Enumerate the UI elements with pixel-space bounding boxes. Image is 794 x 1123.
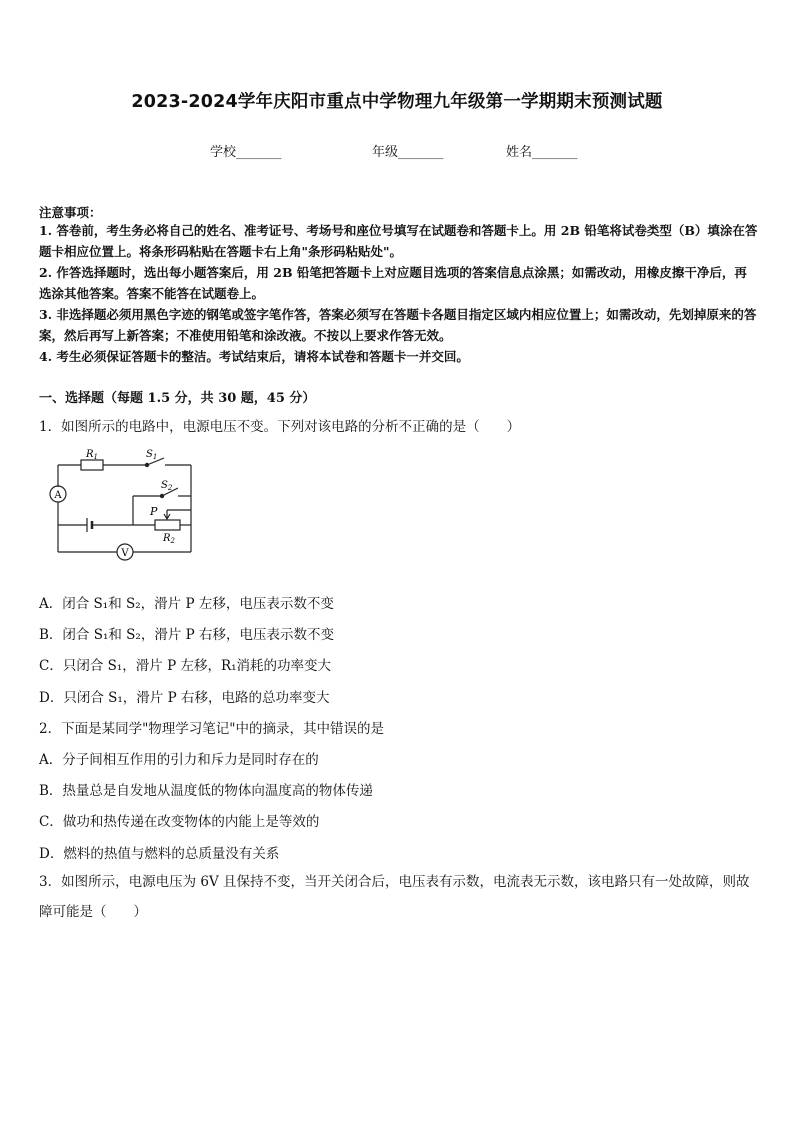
section-title: 一、选择题（每题 1.5 分，共 30 题，45 分） [39, 391, 316, 406]
question-2-option-b: B．热量总是自发地从温度低的物体向温度高的物体传递 [39, 783, 373, 799]
s2-subscript: 2 [167, 484, 173, 492]
notice-item-2: 2. 作答选择题时，选出每小题答案后，用 2B 铅笔把答题卡上对应题目选项的答案信息点涂黑；如需改动，用橡皮擦干净后，再选涂其他答案。答案不能答在试题卷上。 [39, 265, 747, 301]
svg-text:S1 [146, 449, 157, 461]
notice-item-3: 3. 非选择题必须用黑色字迹的钢笔或签字笔作答，答案必须写在答题卡各题目指定区域内相应位置上；如需改动，先划掉原来的答案，然后再写上新答案；不准使用铅笔和涂改液。不按以上要求作答无效。 [39, 307, 757, 343]
svg-text:S2 [161, 480, 173, 492]
page-title: 2023-2024学年庆阳市重点中学物理九年级第一学期期末预测试题 [131, 92, 663, 112]
question-2-stem: 2．下面是某同学"物理学习笔记"中的摘录，其中错误的是 [39, 721, 385, 737]
circuit-diagram [40, 444, 200, 569]
r2-label: R [163, 533, 171, 544]
question-1-option-b: B．闭合 S₁和 S₂，滑片 P 右移，电压表示数不变 [39, 627, 334, 643]
school-field: 学校_______ [210, 145, 282, 160]
notice-heading: 注意事项： [39, 205, 102, 220]
question-2-option-a: A．分子间相互作用的引力和斥力是同时存在的 [39, 752, 319, 768]
question-1-option-c: C．只闭合 S₁，滑片 P 左移，R₁消耗的功率变大 [39, 658, 332, 674]
slider-p-label: P [150, 505, 158, 518]
question-1-option-a: A．闭合 S₁和 S₂，滑片 P 左移，电压表示数不变 [39, 596, 334, 612]
s1-label: S [146, 449, 153, 460]
grade-field: 年级_______ [372, 145, 444, 160]
svg-text:R2 [162, 533, 176, 545]
voltmeter-label: V [121, 548, 129, 559]
notice-item-1: 1. 答卷前，考生务必将自己的姓名、准考证号、考场号和座位号填写在试题卷和答题卡上。用 2B 铅笔将试卷类型（B）填涂在答题卡相应位置上。将条形码粘贴在答题卡右上角"条形码粘贴处"。 [39, 223, 758, 259]
r1-label: R [86, 449, 94, 460]
question-1-option-d: D．只闭合 S₁，滑片 P 右移，电路的总功率变大 [39, 690, 330, 706]
s2-label: S [161, 480, 168, 491]
question-2-option-c: C．做功和热传递在改变物体的内能上是等效的 [39, 814, 320, 830]
question-2-option-d: D．燃料的热值与燃料的总质量没有关系 [39, 846, 280, 862]
s1-subscript: 1 [152, 453, 158, 461]
question-1-stem: 1．如图所示的电路中，电源电压不变。下列对该电路的分析不正确的是（ ） [39, 419, 521, 435]
r2-subscript: 2 [170, 537, 175, 545]
ammeter-label: A [54, 490, 62, 501]
svg-text:R1 [85, 449, 98, 461]
notice-item-4: 4. 考生必须保证答题卡的整洁。考试结束后，请将本试卷和答题卡一并交回。 [39, 349, 469, 364]
question-3-stem: 3．如图所示，电源电压为 6V 且保持不变，当开关闭合后，电压表有示数，电流表无示数，该电路只有一处故障，则故障可能是（ ） [39, 874, 750, 920]
name-field: 姓名_______ [506, 145, 578, 160]
r1-subscript: 1 [93, 453, 98, 461]
